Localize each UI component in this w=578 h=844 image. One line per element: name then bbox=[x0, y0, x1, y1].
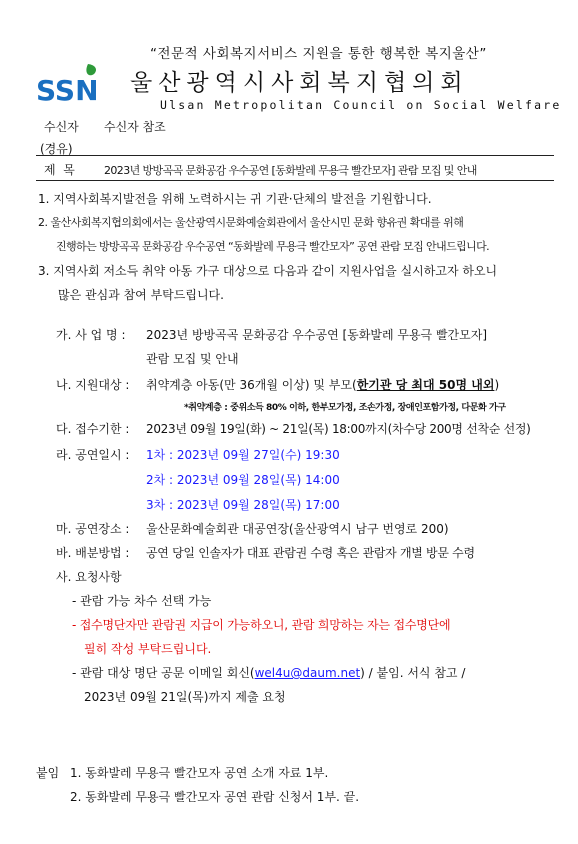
item-na-label: 나. 지원대상 : bbox=[56, 378, 130, 392]
slogan: “전문적 사회복지서비스 지원을 통한 행복한 복지울산” bbox=[150, 46, 487, 62]
ssn-logo bbox=[36, 62, 106, 104]
item-ma-value: 울산문화예술회관 대공연장(울산광역시 남구 번영로 200) bbox=[146, 522, 449, 536]
recipient-value: 수신자 참조 bbox=[104, 120, 166, 134]
attachment-2: 2. 동화발레 무용극 빨간모자 공연 관람 신청서 1부. 끝. bbox=[70, 790, 360, 804]
org-name-ko: 울산광역시사회복지협의회 bbox=[130, 70, 469, 96]
org-name-en: Ulsan Metropolitan Council on Social Welfare bbox=[160, 98, 562, 112]
subject-value: 2023년 방방곡곡 문화공감 우수공연 [동화발레 무용극 빨간모자] 관람 모집 및 안내 bbox=[104, 164, 477, 177]
na-emphasis: 한기관 당 최대 50명 내외 bbox=[356, 378, 495, 392]
item-na-note: *취약계층 : 중위소득 80% 이하, 한부모가정, 조손가정, 장애인포함가정, 다문화 가구 bbox=[184, 403, 506, 413]
item-ga-value: 2023년 방방곡곡 문화공감 우수공연 [동화발레 무용극 빨간모자] bbox=[146, 328, 487, 342]
divider bbox=[36, 155, 554, 156]
paragraph-1: 1. 지역사회복지발전을 위해 노력하시는 귀 기관·단체의 발전을 기원합니다. bbox=[38, 192, 432, 206]
recipient-label: 수신자 bbox=[44, 120, 79, 134]
item-ga-label: 가. 사 업 명 : bbox=[56, 328, 126, 342]
item-sa-label: 사. 요청사항 bbox=[56, 570, 122, 584]
attachments-label: 붙임 bbox=[36, 766, 60, 780]
session-3: 3차 : 2023년 09월 28일(목) 17:00 bbox=[146, 498, 340, 512]
logo-text: SSN bbox=[36, 74, 99, 104]
item-ma-label: 마. 공연장소 : bbox=[56, 522, 130, 536]
attachment-1: 1. 동화발레 무용극 빨간모자 공연 소개 자료 1부. bbox=[70, 766, 329, 780]
paragraph-2-line1: 2. 울산사회복지협의회에서는 울산광역시문화예술회관에서 울산시민 문화 향유권 확대를 위해 bbox=[38, 216, 464, 229]
via-label: (경유) bbox=[40, 142, 73, 156]
request-1: - 관람 가능 차수 선택 가능 bbox=[72, 594, 212, 608]
email-link[interactable]: wel4u@daum.net bbox=[254, 666, 361, 680]
divider bbox=[36, 180, 554, 181]
paragraph-3-line2: 많은 관심과 참여 부탁드립니다. bbox=[58, 288, 224, 302]
request-3: - 관람 대상 명단 공문 이메일 회신(wel4u@daum.net) / 붙임. 서식 참고 / bbox=[72, 666, 466, 680]
item-ba-label: 바. 배분방법 : bbox=[56, 546, 130, 560]
paragraph-3-line1: 3. 지역사회 저소득 취약 아동 가구 대상으로 다음과 같이 지원사업을 실시하고자 하오니 bbox=[38, 264, 498, 278]
subject-label: 제 목 bbox=[44, 163, 75, 177]
session-1: 1차 : 2023년 09월 27일(수) 19:30 bbox=[146, 448, 340, 462]
request-2-cont: 필히 작성 부탁드립니다. bbox=[84, 642, 212, 656]
item-ba-value: 공연 당일 인솔자가 대표 관람권 수령 혹은 관람자 개별 방문 수령 bbox=[146, 546, 475, 560]
item-ra-label: 라. 공연일시 : bbox=[56, 448, 130, 462]
item-da-value: 2023년 09월 19일(화) ~ 21일(목) 18:00까지(차수당 200명 선착순 선정) bbox=[146, 422, 531, 436]
item-da-label: 다. 접수기한 : bbox=[56, 422, 130, 436]
session-2: 2차 : 2023년 09월 28일(목) 14:00 bbox=[146, 473, 340, 487]
item-ga-value-cont: 관람 모집 및 안내 bbox=[146, 352, 239, 366]
request-3-cont: 2023년 09월 21일(목)까지 제출 요청 bbox=[84, 690, 286, 704]
request-2: - 접수명단자만 관람권 지급이 가능하오니, 관람 희망하는 자는 접수명단에 bbox=[72, 618, 451, 632]
paragraph-2-line2: 진행하는 방방곡곡 문화공감 우수공연 “동화발레 무용극 빨간모자” 공연 관람 모집 안내드립니다. bbox=[56, 240, 490, 253]
item-na-value: 취약계층 아동(만 36개월 이상) 및 부모(한기관 당 최대 50명 내외) bbox=[146, 378, 500, 392]
